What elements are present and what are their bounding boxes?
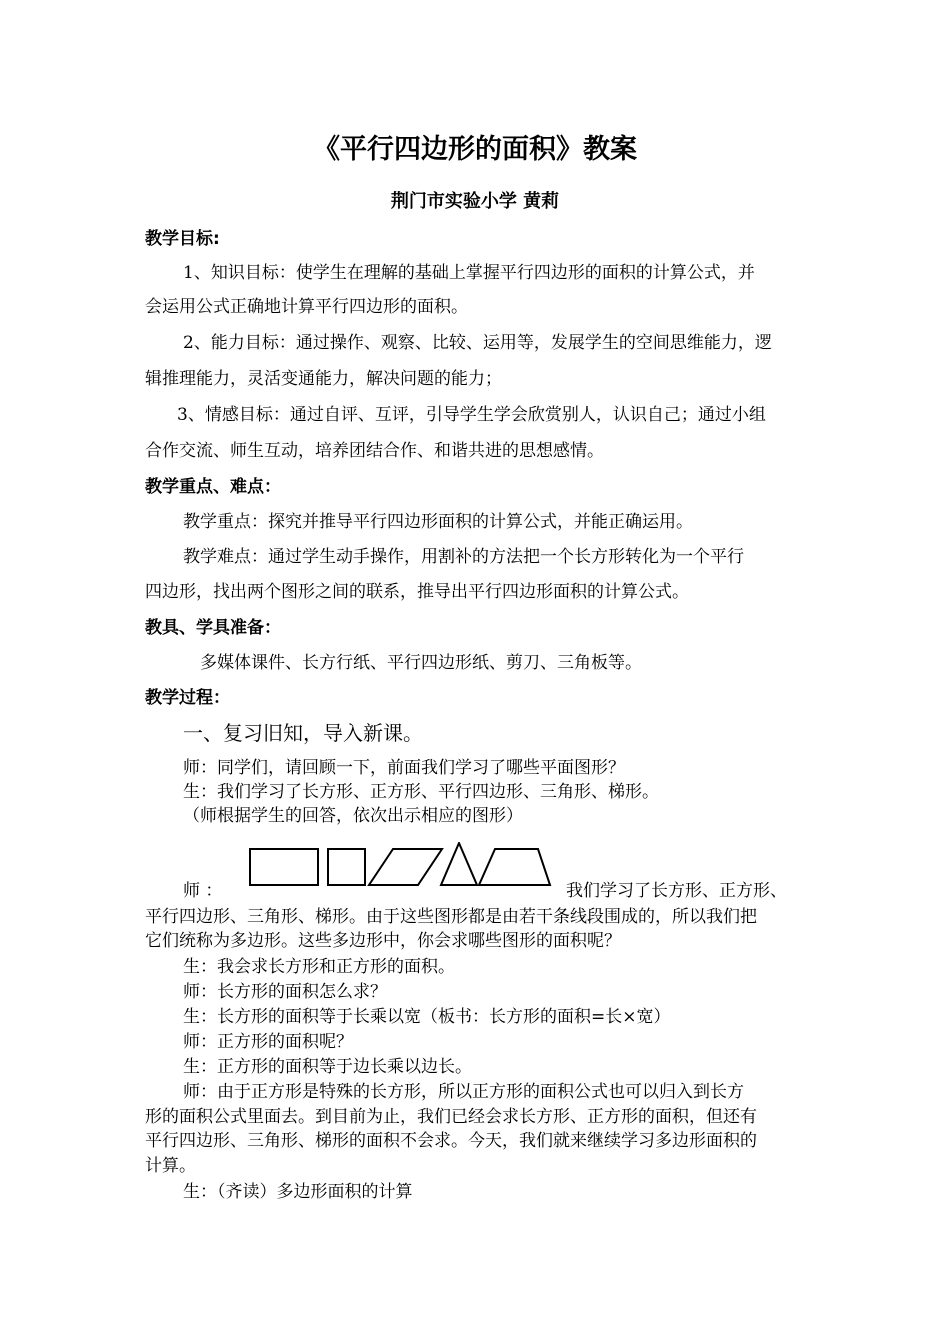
triangle-icon <box>441 843 477 885</box>
shapes-figure <box>248 842 554 890</box>
dialogue-line: 生：（齐读）多边形面积的计算 <box>183 1182 413 1202</box>
author-line: 荆门市实验小学 黄莉 <box>390 191 560 212</box>
goal-1-line-2: 会运用公式正确地计算平行四边形的面积。 <box>145 297 468 317</box>
goals-heading: 教学目标: <box>145 229 220 249</box>
trapezoid-icon <box>479 849 550 885</box>
dialogue-line: 计算。 <box>145 1156 196 1176</box>
parallelogram-icon <box>369 849 442 885</box>
goal-2-line-2: 辑推理能力，灵活变通能力，解决问题的能力； <box>145 369 502 389</box>
dialogue-line: 生：我会求长方形和正方形的面积。 <box>183 957 455 977</box>
process-heading: 教学过程： <box>145 688 230 708</box>
dialogue-line: 师 ： <box>183 881 223 901</box>
part-1-heading: 一、复习旧知，导入新课。 <box>183 721 423 745</box>
difficulty-line-1: 教学难点：通过学生动手操作，用割补的方法把一个长方形转化为一个平行 <box>183 547 744 567</box>
goal-1-line-1: 1、知识目标：使学生在理解的基础上掌握平行四边形的面积的计算公式，并 <box>183 263 755 283</box>
dialogue-line: 平行四边形、三角形、梯形。由于这些图形都是由若干条线段围成的，所以我们把 <box>145 907 757 927</box>
square-icon <box>328 849 365 885</box>
dialogue-line: 师：正方形的面积呢？ <box>183 1032 353 1052</box>
rectangle-icon <box>250 849 318 885</box>
dialogue-line: 师：同学们，请回顾一下，前面我们学习了哪些平面图形？ <box>183 758 625 778</box>
difficulty-line-2: 四边形，找出两个图形之间的联系，推导出平行四边形面积的计算公式。 <box>145 582 689 602</box>
dialogue-line: （师根据学生的回答，依次出示相应的图形） <box>183 806 523 826</box>
dialogue-line: 生：我们学习了长方形、正方形、平行四边形、三角形、梯形。 <box>183 782 659 802</box>
dialogue-line: 平行四边形、三角形、梯形的面积不会求。今天，我们就来继续学习多边形面积的 <box>145 1131 757 1151</box>
tools-text: 多媒体课件、长方行纸、平行四边形纸、剪刀、三角板等。 <box>200 653 642 673</box>
key-point: 教学重点：探究并推导平行四边形面积的计算公式，并能正确运用。 <box>183 512 693 532</box>
key-points-heading: 教学重点、难点： <box>145 477 281 497</box>
dialogue-line: 生：长方形的面积等于长乘以宽（板书：长方形的面积=长×宽） <box>183 1007 671 1027</box>
goal-3-line-2: 合作交流、师生互动，培养团结合作、和谐共进的思想感情。 <box>145 441 604 461</box>
dialogue-line: 它们统称为多边形。这些多边形中，你会求哪些图形的面积呢？ <box>145 931 621 951</box>
dialogue-line: 师：由于正方形是特殊的长方形，所以正方形的面积公式也可以归入到长方 <box>183 1082 744 1102</box>
goal-2-line-1: 2、能力目标：通过操作、观察、比较、运用等，发展学生的空间思维能力，逻 <box>183 333 772 353</box>
dialogue-line: 形的面积公式里面去。到目前为止，我们已经会求长方形、正方形的面积，但还有 <box>145 1107 757 1127</box>
dialogue-line: 我们学习了长方形、正方形、 <box>566 881 787 901</box>
page-title: 《平行四边形的面积》教案 <box>313 134 637 165</box>
goal-3-line-1: 3、情感目标：通过自评、互评，引导学生学会欣赏别人，认识自己；通过小组 <box>177 405 766 425</box>
tools-heading: 教具、学具准备： <box>145 618 281 638</box>
dialogue-line: 生：正方形的面积等于边长乘以边长。 <box>183 1057 472 1077</box>
dialogue-line: 师：长方形的面积怎么求？ <box>183 982 387 1002</box>
